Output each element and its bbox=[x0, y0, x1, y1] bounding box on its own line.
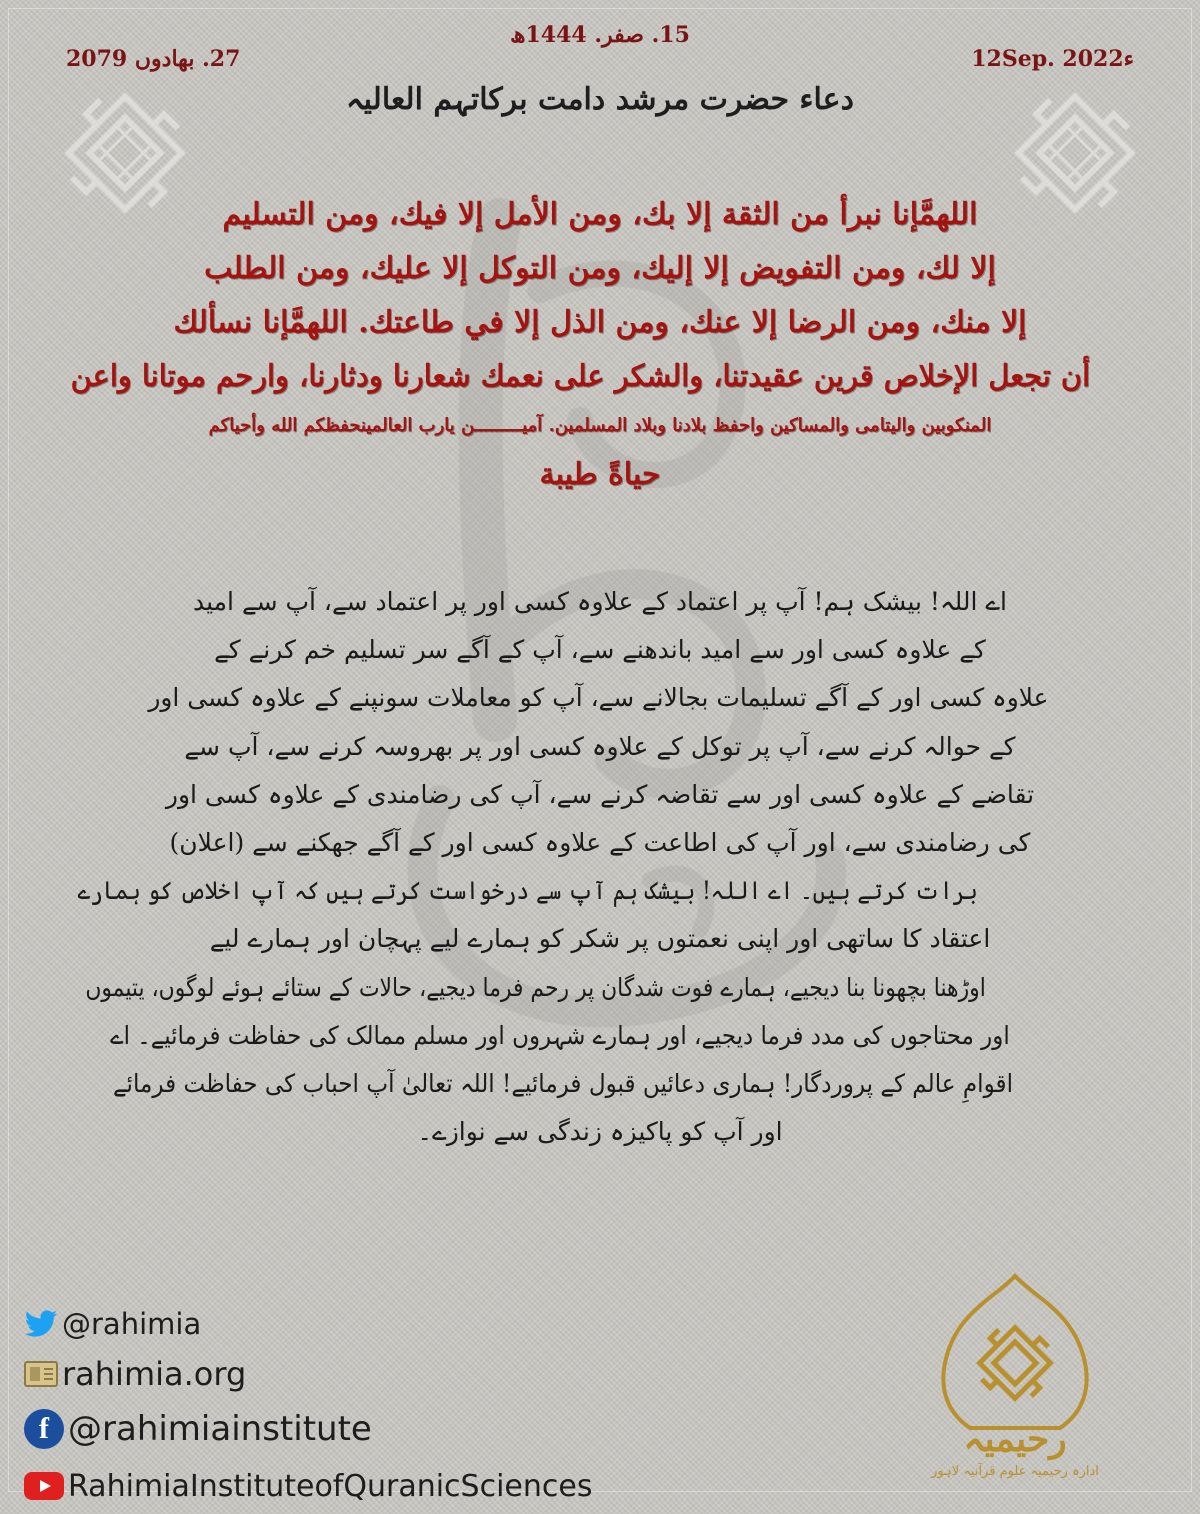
website-icon bbox=[24, 1361, 58, 1387]
twitter-link[interactable] bbox=[24, 1300, 592, 1348]
urdu-line: برات کرتے ہیں۔ اے اللہ! بیشک ہم آپ سے درخواست کرتے ہیں کہ آپ اخلاص کو ہمارے bbox=[77, 876, 978, 906]
urdu-line: کی رضامندی سے، اور آپ کی اطاعت کے علاوہ کسی اور کے آگے جھکنے سے (اعلان) bbox=[169, 828, 1031, 858]
urdu-line: اقوامِ عالم کے پروردگار! ہماری دعائیں قبول فرمائیے! اللہ تعالیٰ آپ احباب کی حفاظت فرمائے bbox=[113, 1069, 1013, 1099]
twitter-icon bbox=[24, 1310, 58, 1338]
twitter-handle: @rahimia bbox=[62, 1307, 202, 1341]
facebook-handle: @rahimiainstitute bbox=[68, 1409, 372, 1449]
youtube-link[interactable] bbox=[24, 1458, 592, 1514]
facebook-link[interactable] bbox=[24, 1400, 592, 1458]
bikrami-date: 27. بھادوں 2079 bbox=[66, 46, 241, 72]
urdu-translation bbox=[77, 578, 1050, 1156]
urdu-line: تقاضے کے علاوہ کسی اور سے تقاضہ کرنے سے، آپ کی رضامندی کے علاوہ کسی اور bbox=[165, 779, 1035, 809]
arabic-line: المنكوبين واليتامى والمساكين واحفظ بلادنا وبلاد المسلمين. آميـــــــــن يارب العالمينحفظكم الله وأحياكم bbox=[208, 415, 992, 436]
urdu-line: کے علاوہ کسی اور سے امید باندھنے سے، آپ کے آگے سر تسلیم خم کرنے کے bbox=[214, 635, 986, 665]
facebook-icon: f bbox=[24, 1409, 64, 1449]
website-link[interactable] bbox=[24, 1348, 592, 1400]
urdu-line: اے اللہ! بیشک ہم! آپ پر اعتماد کے علاوہ کسی اور پر اعتماد سے، آپ سے امید bbox=[193, 587, 1007, 616]
hijri-date: 15. صفر. 1444ھ bbox=[510, 22, 690, 48]
gregorian-date: 12Sep. 2022ء bbox=[971, 46, 1134, 72]
arabic-line: اللھمَّإنا نبرأ من الثقة إلا بك، ومن الأمل إلا فيك، ومن التسليم bbox=[222, 197, 978, 232]
page-title: دعاء حضرت مرشد دامت برکاتہم العالیہ bbox=[346, 82, 854, 117]
urdu-line: اعتقاد کا ساتھی اور اپنی نعمتوں پر شکر کو ہمارے لیے پہچان اور ہمارے لیے bbox=[209, 924, 991, 954]
youtube-icon bbox=[24, 1472, 64, 1500]
logo-name: رحیمیہ bbox=[963, 1418, 1067, 1460]
urdu-line: اور آپ کو پاکیزہ زندگی سے نوازے۔ bbox=[417, 1117, 783, 1147]
arabic-dua bbox=[70, 188, 1110, 502]
youtube-channel: RahimiaInstituteofQuranicSciences bbox=[68, 1468, 593, 1504]
urdu-line: اور محتاجوں کی مدد فرما دیجیے، اور ہمارے شہروں اور مسلم ممالک کی حفاظت فرمائیے۔ اے bbox=[110, 1020, 1010, 1050]
arabic-line: أن تجعل الإخلاص قرين عقيدتنا، والشكر على نعمك شعارنا ودثارنا، وارحم موتانا واعن bbox=[70, 359, 1091, 394]
logo-subtitle: ادارہ رحیمیہ علوم قرآنیہ لاہور bbox=[931, 1464, 1099, 1479]
urdu-line: اوڑھنا بچھونا بنا دیجیے، ہمارے فوت شدگان پر رحم فرما دیجیے، حالات کے ستائے ہوئے لوگوں، یتیموں bbox=[85, 972, 986, 1002]
arabic-line: إلا منك، ومن الرضا إلا عنك، ومن الذل إلا في طاعتك. اللھمَّإنا نسألك bbox=[173, 305, 1027, 340]
arabic-line: حياةً طيبة bbox=[539, 457, 661, 492]
social-links bbox=[24, 1300, 592, 1514]
institute-logo bbox=[900, 1268, 1130, 1488]
urdu-line: کے حوالہ کرنے سے، آپ پر توکل کے علاوہ کسی اور پر بھروسہ کرنے سے، آپ سے bbox=[184, 731, 1016, 761]
arabic-line: إلا لك، ومن التفويض إلا إليك، ومن التوكل إلا عليك، ومن الطلب bbox=[204, 251, 996, 286]
website-url: rahimia.org bbox=[62, 1355, 247, 1393]
urdu-line: علاوہ کسی اور کے آگے تسلیمات بجالانے سے، آپ کو معاملات سونپنے کے علاوہ کسی اور bbox=[148, 683, 1049, 713]
